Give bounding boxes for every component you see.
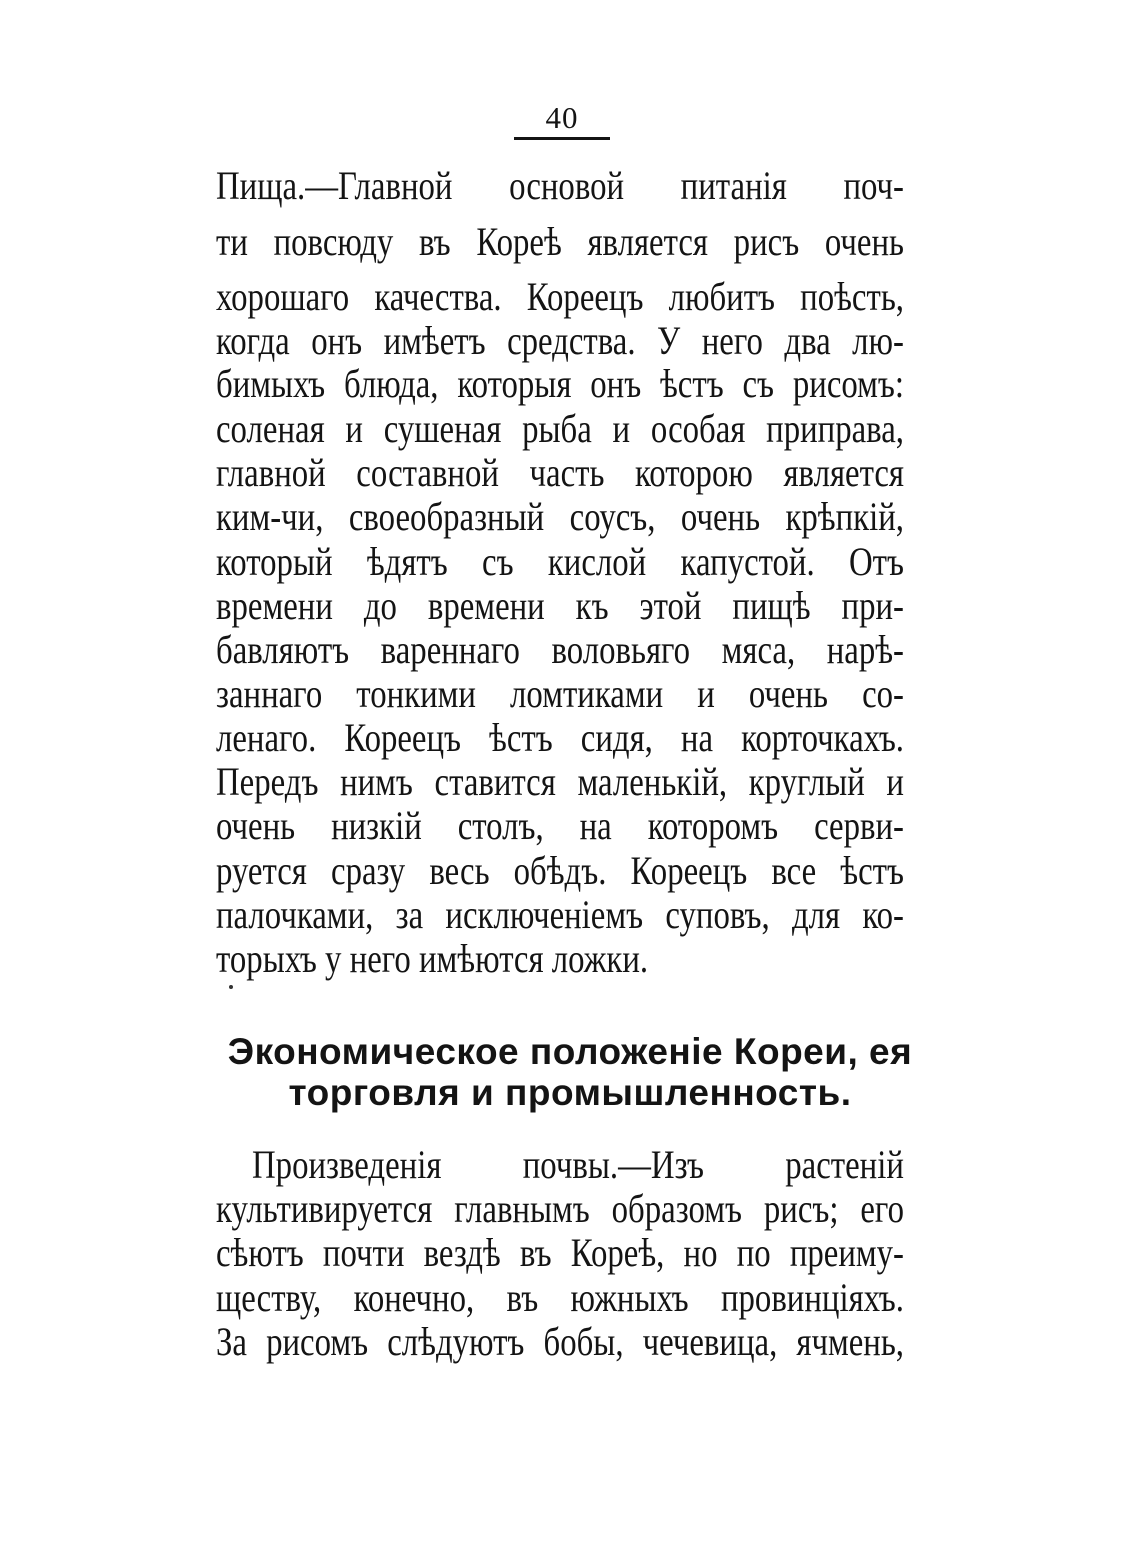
text-line: За рисомъ слѣдуютъ бобы, чечевица, ячмень, <box>216 1319 904 1364</box>
text-line: сѣютъ почти вездѣ въ Кореѣ, но по преиму- <box>216 1230 904 1275</box>
text-line: Передъ нимъ ставится маленькій, круглый и <box>216 759 904 804</box>
text-line: соленая и сушеная рыба и особая приправа, <box>216 406 904 451</box>
text-line: главной составной часть которою является <box>216 450 904 495</box>
text-line: руется сразу весь обѣдъ. Кореецъ все ѣстъ <box>216 848 904 893</box>
text-line: ленаго. Кореецъ ѣстъ сидя, на корточкахъ. <box>216 715 904 760</box>
text-line: хорошаго качества. Кореецъ любитъ поѣсть, <box>216 274 904 319</box>
text-line: который ѣдятъ съ кислой капустой. Отъ <box>216 539 904 584</box>
text-line: ществу, конечно, въ южныхъ провинціяхъ. <box>216 1275 904 1320</box>
text-line: бавляютъ вареннаго воловьяго мяса, нарѣ- <box>216 627 904 672</box>
page-number: 40 <box>545 100 579 135</box>
text-line: когда онъ имѣетъ средства. У него два лю- <box>216 318 904 363</box>
text-line: заннаго тонкими ломтиками и очень со- <box>216 671 904 716</box>
text-line: очень низкій столъ, на которомъ серви- <box>216 803 904 848</box>
heading-line: торговля и промышленность. <box>288 1072 852 1113</box>
text-line: бимыхъ блюда, которыя онъ ѣстъ съ рисомъ: <box>216 361 904 406</box>
text-line: ти повсюду въ Кореѣ является рисъ очень <box>216 219 904 264</box>
text-line: палочками, за исключеніемъ суповъ, для ко- <box>216 892 904 937</box>
text-line: культивируется главнымъ образомъ рисъ; его <box>216 1186 904 1231</box>
page-number-rule <box>514 137 610 140</box>
text-line: времени до времени къ этой пищѣ при- <box>216 583 904 628</box>
print-speck <box>229 985 233 989</box>
text-line: ким-чи, своеобразный соусъ, очень крѣпкій, <box>216 494 904 539</box>
text-line: Пища.—Главной основой питанія поч- <box>216 163 904 208</box>
text-line: торыхъ у него имѣются ложки. <box>216 936 649 981</box>
heading-line: Экономическое положеніе Кореи, ея <box>227 1031 913 1072</box>
text-line: Произведенія почвы.—Изъ растеній <box>252 1142 904 1187</box>
